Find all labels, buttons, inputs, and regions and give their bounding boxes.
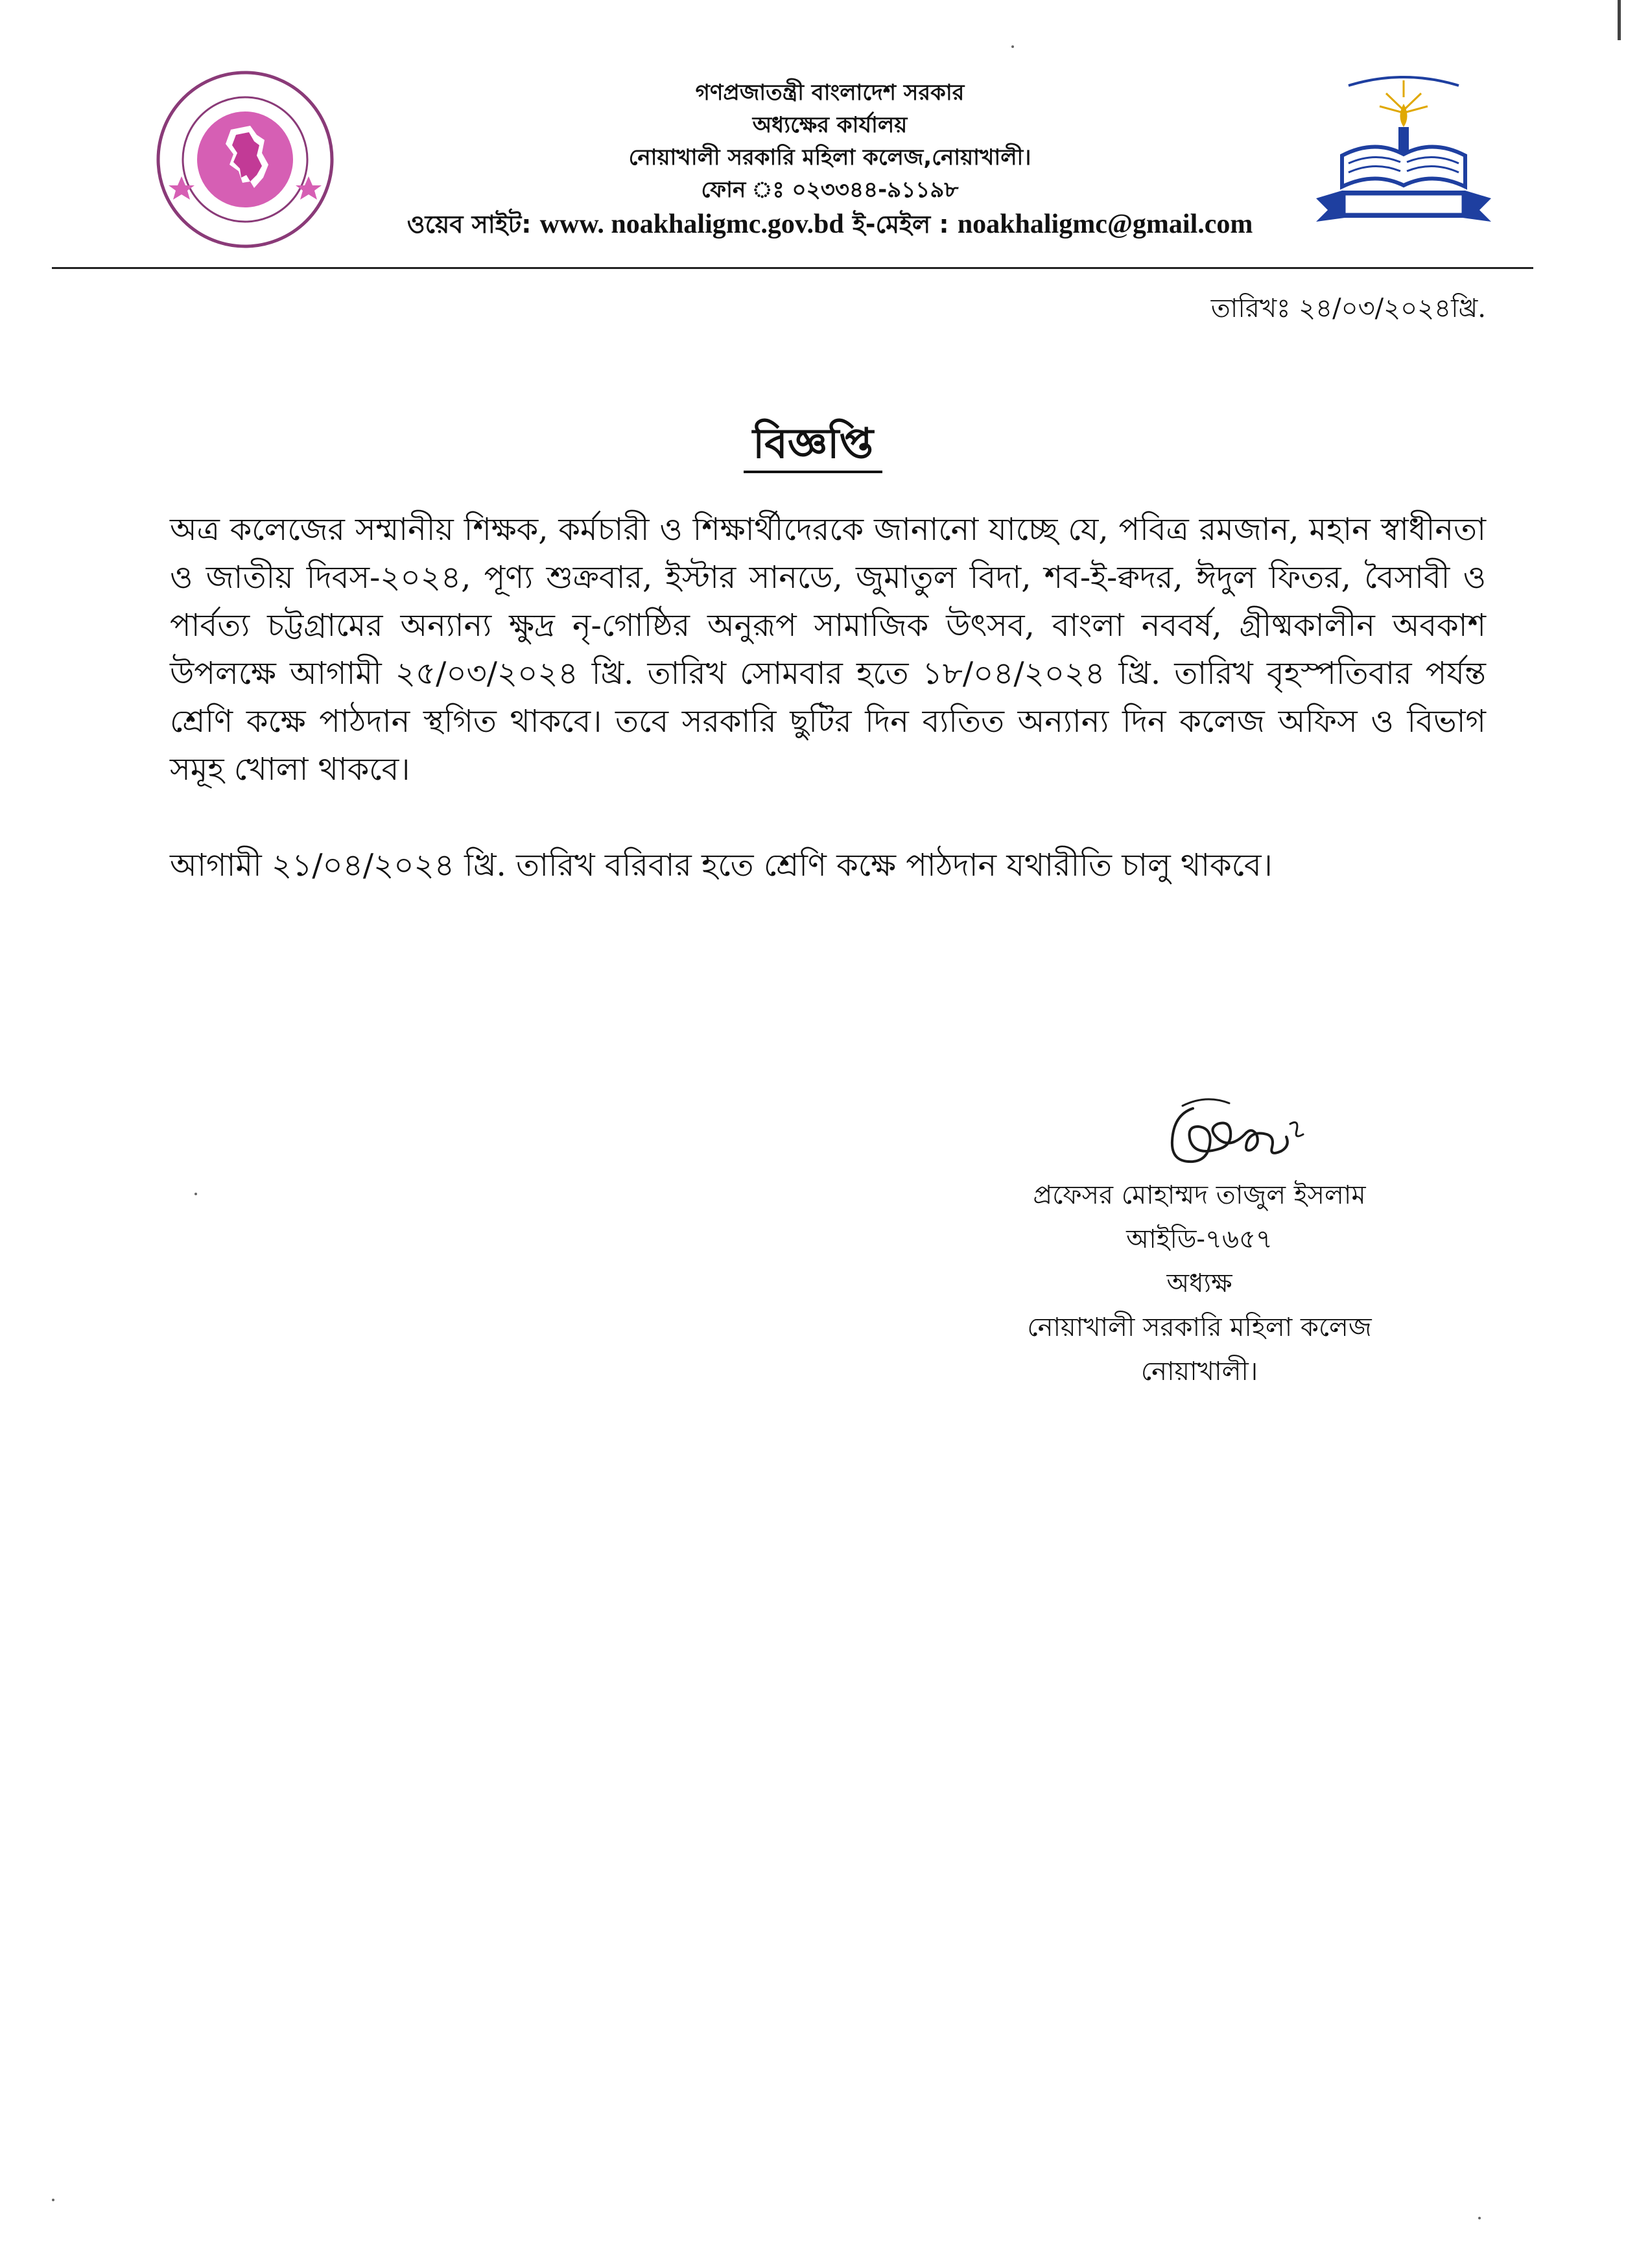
notice-paragraph-2: আগামী ২১/০৪/২০২৪ খ্রি. তারিখ বরিবার হতে শ্রেণি কক্ষে পাঠদান যথারীতি চালু থাকবে।	[170, 847, 1273, 883]
college-name: নোয়াখালী সরকারি মহিলা কলেজ,নোয়াখালী।	[628, 145, 1031, 170]
signatory-designation: অধ্যক্ষ	[1166, 1268, 1232, 1298]
phone-number: ফোন ঃ ০২৩৩৪৪-৯১১৯৮	[701, 177, 959, 203]
website-url[interactable]: www. noakhaligmc.gov.bd	[539, 209, 844, 239]
signatory-location: নোয়াখালী।	[1140, 1357, 1258, 1386]
principal-signature	[1148, 1089, 1316, 1173]
page-edge-mark	[1618, 0, 1621, 40]
email-label: ই-মেইল :	[853, 210, 949, 239]
scan-speck	[52, 2199, 54, 2201]
header-divider	[52, 267, 1533, 269]
notice-paragraph-1: অত্র কলেজের সম্মানীয় শিক্ষক, কর্মচারী ও শিক্ষার্থীদেরকে জানানো যাচ্ছে যে, পবিত্র রমজান, মহান স্বাধীনতা ও জাতীয় দিবস-২০২৪, পূণ্য শুক্রবার, ইস্টার সানডে, জুমাতুল বিদা, শব-ই-ক্বদর, ঈদুল ফিতর, বৈসাবী ও পার্বত্য চট্টগ্রামের অন্যান্য ক্ষুদ্র নৃ-গোষ্ঠির অনুরূপ সামাজিক উৎসব, বাংলা নববর্ষ, গ্রীষ্মকালীন অবকাশ উপলক্ষে আগামী ২৫/০৩/২০২৪ খ্রি. তারিখ সোমবার হতে ১৮/০৪/২০২৪ খ্রি. তারিখ বৃহস্পতিবার পর্যন্ত শ্রেণি কক্ষে পাঠদান স্থগিত থাকবে। তবে সরকারি ছুটির দিন ব্যতিত অন্যান্য দিন কলেজ অফিস ও বিভাগ সমূহ খোলা থাকবে।	[170, 511, 1486, 788]
scan-speck	[194, 1193, 197, 1195]
office-name: অধ্যক্ষের কার্যালয়	[752, 112, 908, 138]
notice-title: বিজ্ঞপ্তি	[744, 419, 882, 473]
email-address[interactable]: noakhaligmc@gmail.com	[957, 209, 1253, 239]
notice-title-container	[0, 415, 1626, 473]
scan-speck	[1011, 45, 1014, 48]
government-name: গণপ্রজাতন্ত্রী বাংলাদেশ সরকার	[695, 80, 965, 106]
contact-line	[363, 206, 1297, 242]
website-label: ওয়েব সাইট:	[406, 210, 532, 239]
signatory-id: আইডি-৭৬৫৭	[1126, 1224, 1273, 1254]
signatory-name: প্রফেসর মোহাম্মদ তাজুল ইসলাম	[1033, 1180, 1366, 1210]
government-seal-icon	[153, 67, 337, 251]
signatory-institution: নোয়াখালী সরকারি মহিলা কলেজ	[1027, 1313, 1372, 1342]
signatory-block	[985, 1173, 1413, 1394]
notice-date: তারিখঃ ২৪/০৩/২০২৪খ্রি.	[1210, 294, 1486, 323]
scan-speck	[1478, 2217, 1481, 2219]
letterhead	[363, 76, 1297, 242]
college-logo-icon	[1310, 71, 1498, 246]
notice-body	[170, 506, 1486, 889]
